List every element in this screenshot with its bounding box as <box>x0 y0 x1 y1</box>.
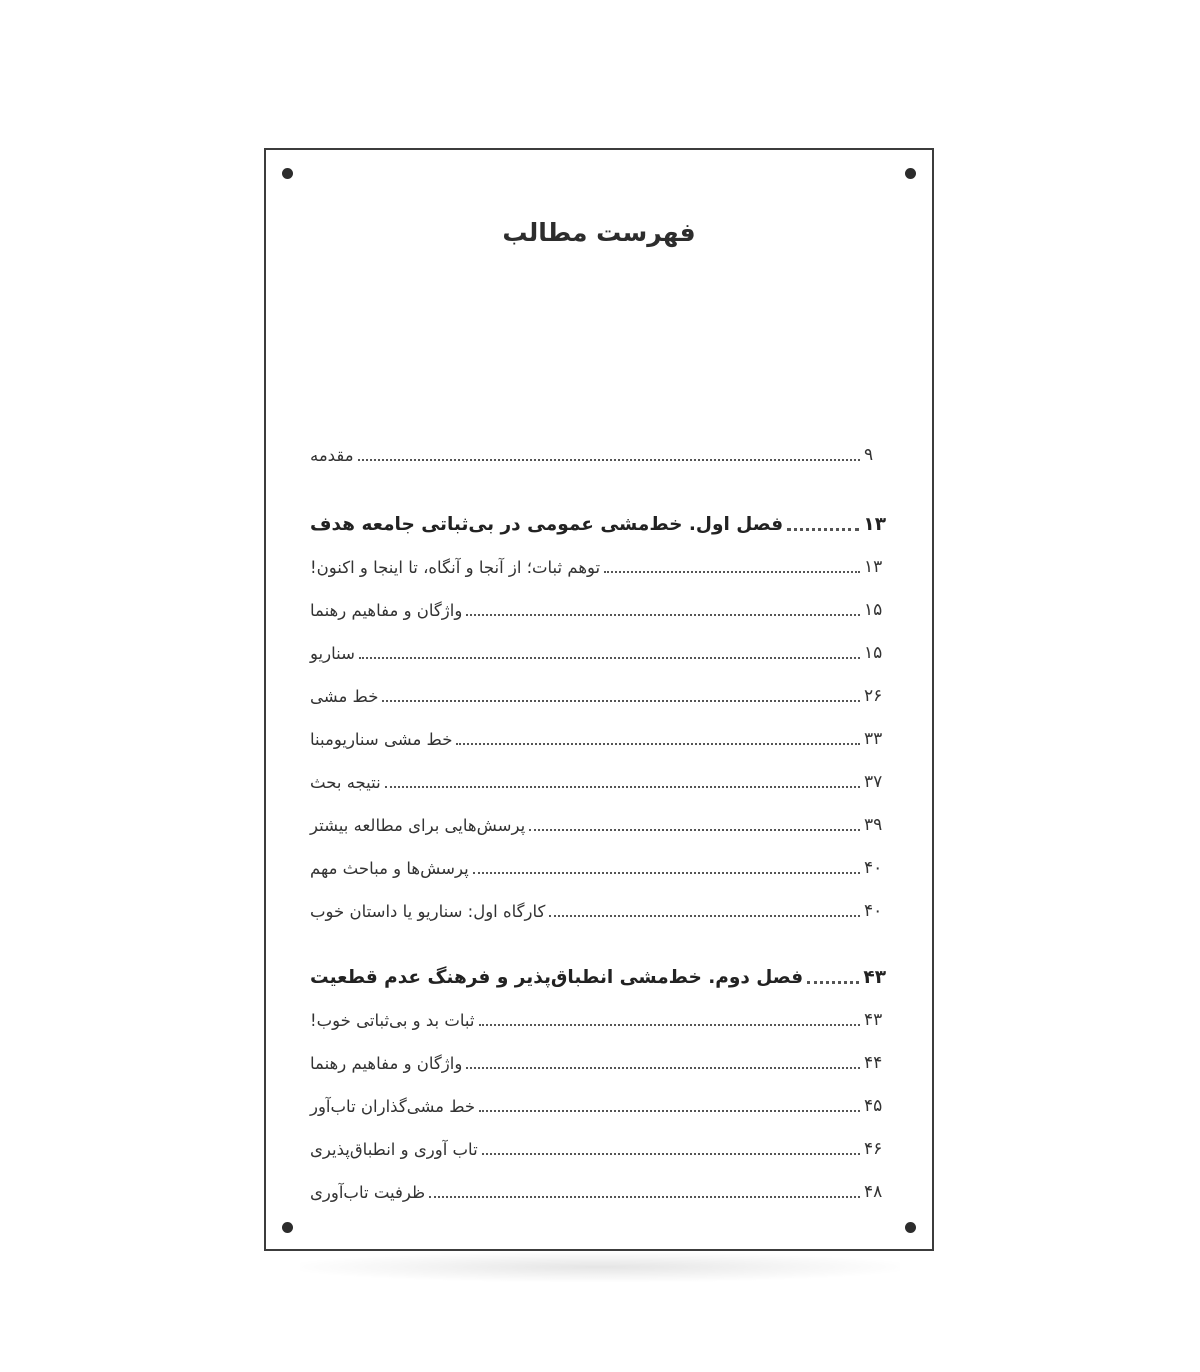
toc-entry-label: واژگان و مفاهیم رهنما <box>310 600 463 620</box>
dot-leader <box>466 614 860 616</box>
toc-page-number: ۴۵ <box>864 1096 883 1116</box>
toc-entry <box>310 439 886 471</box>
toc-entry-label: ثبات بد و بی‌ثباتی خوب! <box>310 1010 475 1030</box>
toc-entry-label: پرسش‌هایی برای مطالعه بیشتر <box>310 815 526 835</box>
toc-entry <box>310 1004 886 1036</box>
dot-leader <box>456 743 860 745</box>
toc-page-number: ۴۴ <box>864 1053 883 1073</box>
toc-entry-label: پرسش‌ها و مباحث مهم <box>310 858 469 878</box>
toc-entry <box>310 766 886 798</box>
corner-dot-top-right <box>905 168 916 179</box>
toc-page-number: ۳۹ <box>864 815 883 835</box>
toc-entry <box>310 895 886 927</box>
toc-page-number: ۴۶ <box>864 1139 883 1159</box>
dot-leader <box>529 829 860 831</box>
dot-leader <box>359 657 860 659</box>
toc-entry-label: نتیجه بحث <box>310 772 381 792</box>
toc-page-number: ۲۶ <box>864 686 883 706</box>
dot-leader <box>473 872 860 874</box>
toc-entry-label: تاب آوری و انطباق‌پذیری <box>310 1139 478 1159</box>
toc-chapter <box>310 508 886 540</box>
dot-leader <box>787 528 859 531</box>
dot-leader <box>466 1067 860 1069</box>
dot-leader <box>482 1153 860 1155</box>
toc-entry <box>310 637 886 669</box>
page-title: فهرست مطالب <box>502 218 696 247</box>
toc-entry <box>310 1133 886 1165</box>
toc-page-number: ۱۵ <box>864 600 883 620</box>
dot-leader <box>385 786 860 788</box>
toc-page-number: ۳۷ <box>864 772 883 792</box>
toc-page-number: ۳۳ <box>864 729 883 749</box>
toc-entry <box>310 809 886 841</box>
toc-entry <box>310 594 886 626</box>
toc-entry-label: ظرفیت تاب‌آوری <box>310 1182 426 1202</box>
toc-entry-label: کارگاه اول: سناریو یا داستان خوب <box>310 901 546 921</box>
toc-page-number: ۱۵ <box>864 643 883 663</box>
toc-entry <box>310 852 886 884</box>
toc-entry-label: توهم ثبات؛ از آنجا و آنگاه، تا اینجا و اکنون! <box>310 557 601 577</box>
dot-leader <box>479 1024 861 1026</box>
dot-leader <box>479 1110 860 1112</box>
dot-leader <box>549 915 860 917</box>
toc-chapter-label: فصل دوم. خط‌مشی انطباق‌پذیر و فرهنگ عدم قطعیت <box>310 966 804 988</box>
dot-leader <box>429 1196 860 1198</box>
dot-leader <box>807 981 859 984</box>
dot-leader <box>604 571 860 573</box>
dot-leader <box>358 459 860 461</box>
toc-page-number: ۹ <box>864 445 874 465</box>
toc-entry <box>310 1047 886 1079</box>
toc-entry <box>310 680 886 712</box>
toc-page-number: ۴۰ <box>864 901 883 921</box>
toc-page-number: ۱۳ <box>864 557 883 577</box>
toc-entry-label: خط مشی سناریومبنا <box>310 729 453 749</box>
toc-entry-label: خط مشی‌گذاران تاب‌آور <box>310 1096 476 1116</box>
toc-entry <box>310 1176 886 1208</box>
toc-page-number: ۴۸ <box>864 1182 883 1202</box>
toc-page-number: ۴۳ <box>863 966 886 988</box>
toc-chapter <box>310 961 886 993</box>
dot-leader <box>382 700 860 702</box>
toc-entry <box>310 723 886 755</box>
toc-entry-label: مقدمه <box>310 445 354 465</box>
book-page <box>264 148 934 1251</box>
corner-dot-top-left <box>282 168 293 179</box>
toc-entry <box>310 551 886 583</box>
toc-page-number: ۱۳ <box>863 513 886 535</box>
toc-entry <box>310 1090 886 1122</box>
toc-entry-label: سناریو <box>310 643 355 663</box>
toc-page-number: ۴۰ <box>864 858 883 878</box>
toc-page-number: ۴۳ <box>864 1010 883 1030</box>
corner-dot-bottom-left <box>282 1222 293 1233</box>
toc-entry-label: خط مشی <box>310 686 379 706</box>
corner-dot-bottom-right <box>905 1222 916 1233</box>
toc-chapter-label: فصل اول. خط‌مشی عمومی در بی‌ثباتی جامعه هدف <box>310 513 784 535</box>
page-shadow <box>300 1252 900 1282</box>
toc-entry-label: واژگان و مفاهیم رهنما <box>310 1053 463 1073</box>
